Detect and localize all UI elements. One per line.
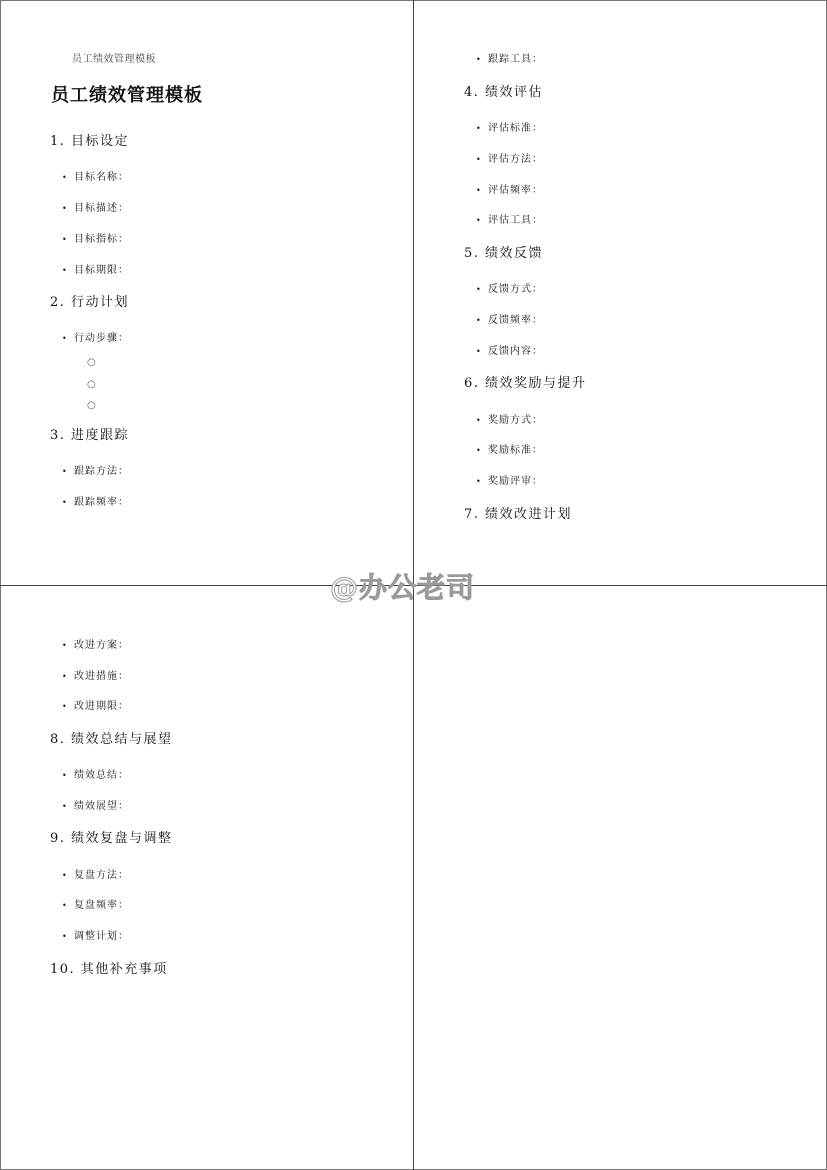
bullet-icon: • xyxy=(62,467,68,476)
document-title: 员工绩效管理模板 xyxy=(51,85,203,106)
bullet-icon: • xyxy=(476,216,482,225)
list-item: • 评估工具： xyxy=(476,215,543,226)
list-item: • 复盘频率： xyxy=(62,900,129,911)
list-item: • 评估方法： xyxy=(476,154,543,165)
section-heading-10: 10. 其他补充事项 xyxy=(50,962,168,977)
bullet-icon: • xyxy=(62,235,68,244)
list-item: • 目标名称： xyxy=(62,172,129,183)
bullet-icon: • xyxy=(62,901,68,910)
list-item: • 跟踪频率： xyxy=(62,497,129,508)
bullet-icon: • xyxy=(62,498,68,507)
sub-bullet-icon: ○ xyxy=(87,357,96,368)
bullet-icon: • xyxy=(62,871,68,880)
list-item: • 反馈频率： xyxy=(476,315,543,326)
bullet-icon: • xyxy=(62,702,68,711)
list-item: • 改进方案： xyxy=(62,640,129,651)
bullet-icon: • xyxy=(476,155,482,164)
bullet-icon: • xyxy=(476,186,482,195)
list-item: • 评估频率： xyxy=(476,185,543,196)
section-heading-9: 9. 绩效复盘与调整 xyxy=(50,831,173,846)
list-item: • 目标期限： xyxy=(62,265,129,276)
bullet-icon: • xyxy=(62,266,68,275)
sub-bullet-icon: ○ xyxy=(87,379,96,390)
list-item: • 反馈内容： xyxy=(476,346,543,357)
section-heading-2: 2. 行动计划 xyxy=(50,295,130,310)
section-heading-5: 5. 绩效反馈 xyxy=(464,246,544,261)
list-item: • 绩效展望： xyxy=(62,801,129,812)
list-item: • 调整计划： xyxy=(62,931,129,942)
section-heading-8: 8. 绩效总结与展望 xyxy=(50,732,173,747)
bullet-icon: • xyxy=(476,416,482,425)
watermark: @办公老司 xyxy=(330,571,476,604)
list-item: • 评估标准： xyxy=(476,123,543,134)
list-item: • 改进期限： xyxy=(62,701,129,712)
header-label: 员工绩效管理模板 xyxy=(72,54,156,65)
bullet-icon: • xyxy=(476,477,482,486)
bullet-icon: • xyxy=(62,173,68,182)
bullet-icon: • xyxy=(62,802,68,811)
bullet-icon: • xyxy=(476,316,482,325)
bullet-icon: • xyxy=(476,55,482,64)
list-item: • 跟踪工具： xyxy=(476,54,543,65)
section-heading-7: 7. 绩效改进计划 xyxy=(464,507,573,522)
list-item: • 复盘方法： xyxy=(62,870,129,881)
section-heading-3: 3. 进度跟踪 xyxy=(50,428,130,443)
bullet-icon: • xyxy=(476,124,482,133)
list-item: • 跟踪方法： xyxy=(62,466,129,477)
bullet-icon: • xyxy=(62,771,68,780)
bullet-icon: • xyxy=(476,446,482,455)
section-heading-6: 6. 绩效奖励与提升 xyxy=(464,376,587,391)
list-item: • 奖励方式： xyxy=(476,415,543,426)
bullet-icon: • xyxy=(62,672,68,681)
list-item: • 奖励评审： xyxy=(476,476,543,487)
bullet-icon: • xyxy=(62,641,68,650)
list-item: • 反馈方式： xyxy=(476,284,543,295)
section-heading-1: 1. 目标设定 xyxy=(50,134,130,149)
list-item: • 行动步骤： xyxy=(62,333,129,344)
list-item: • 绩效总结： xyxy=(62,770,129,781)
bullet-icon: • xyxy=(476,285,482,294)
list-item: • 目标描述： xyxy=(62,203,129,214)
bullet-icon: • xyxy=(62,932,68,941)
bullet-icon: • xyxy=(62,204,68,213)
list-item: • 奖励标准： xyxy=(476,445,543,456)
section-heading-4: 4. 绩效评估 xyxy=(464,85,544,100)
list-item: • 改进措施： xyxy=(62,671,129,682)
sub-bullet-icon: ○ xyxy=(87,400,96,411)
bullet-icon: • xyxy=(62,334,68,343)
list-item: • 目标指标： xyxy=(62,234,129,245)
bullet-icon: • xyxy=(476,347,482,356)
